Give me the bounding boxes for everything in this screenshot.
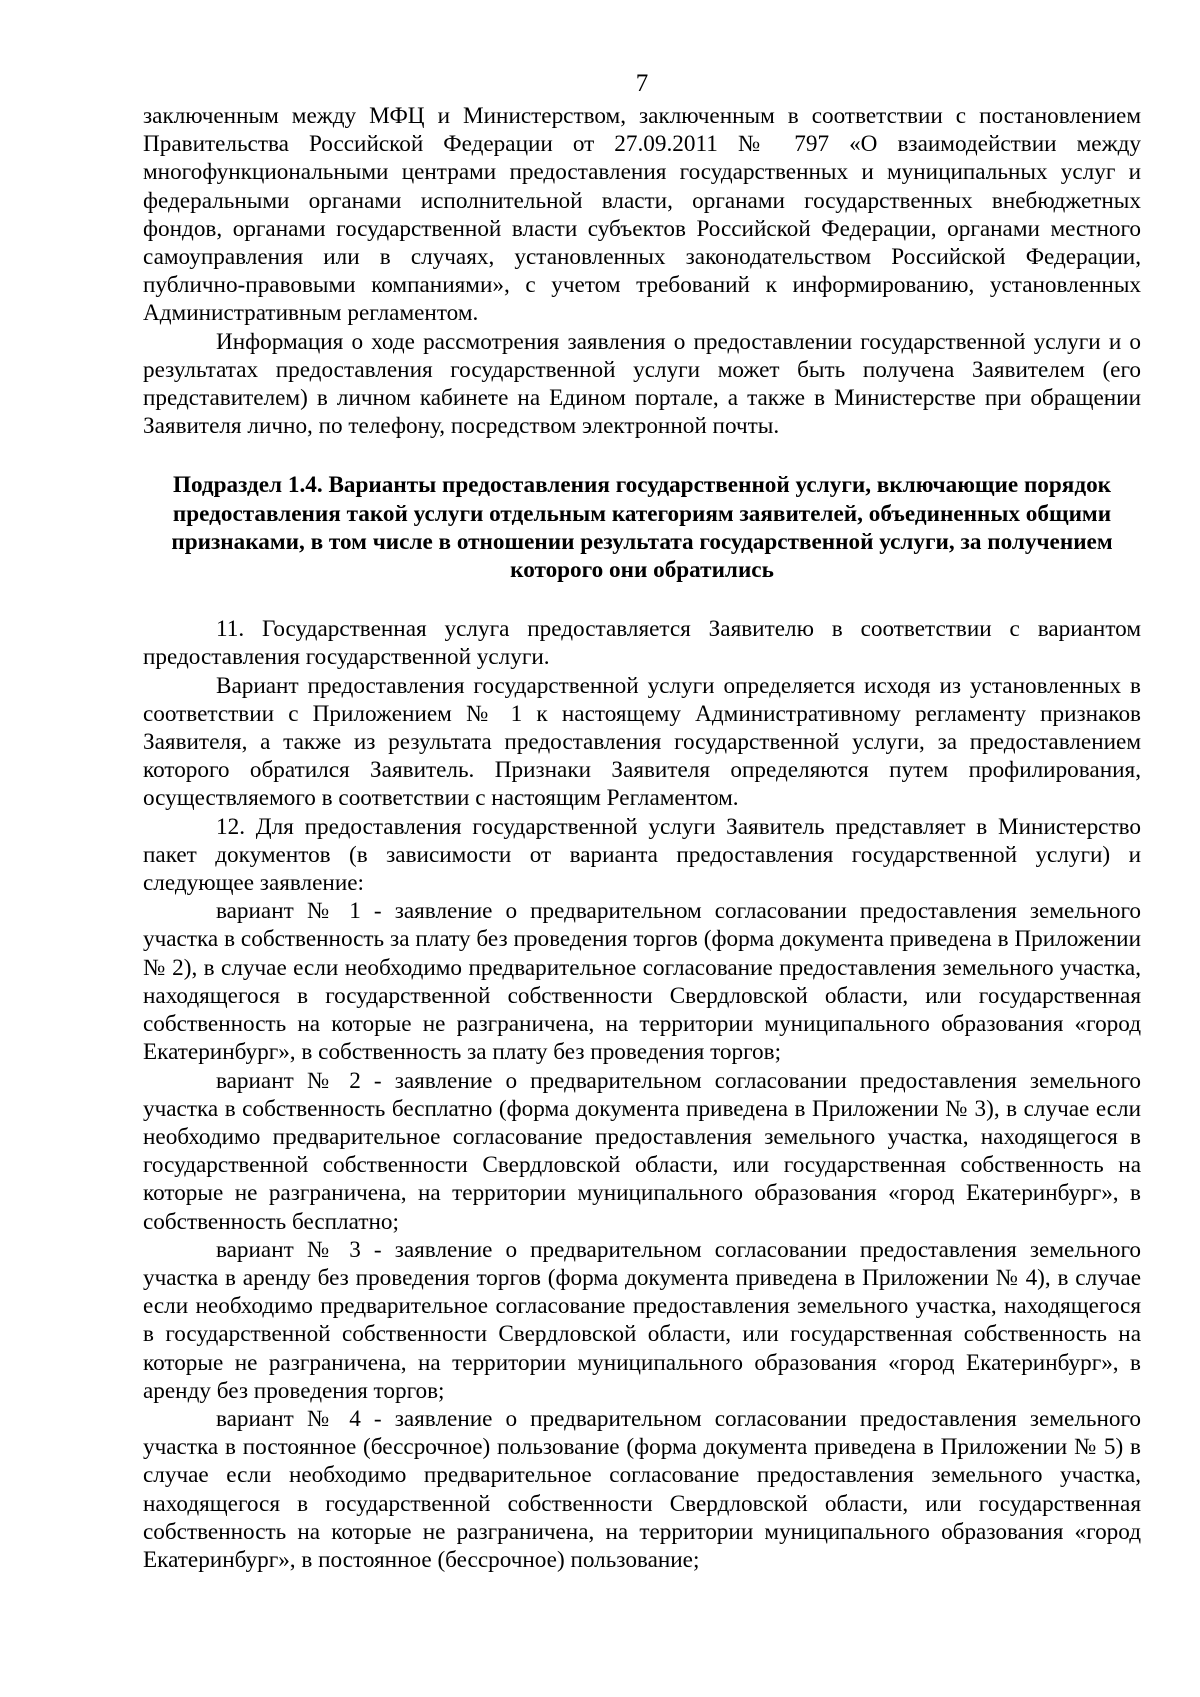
section-heading: Подраздел 1.4. Варианты предоставления государственной услуги, включающие порядок предоставления такой услуги отдельным категориям заявителей, объединенных общими признаками, в том числе в отношении результата государственной услуги, за получением которого они обратились: [171, 472, 1113, 584]
paragraph-variant-3: вариант № 3 - заявление о предварительном согласовании предоставления земельного участка в аренду без проведения торгов (форма документа приведена в Приложении № 4), в случае если необходимо предварительное согласование предоставления земельного участка, находящегося в государственной собственности Свердловской области, или государственная собственность на которые не разграничена, на территории муниципального образования «город Екатеринбург», в аренду без проведения торгов;: [143, 1236, 1141, 1404]
paragraph-item-12: 12. Для предоставления государственной услуги Заявитель представляет в Министерство пакет документов (в зависимости от варианта предоставления государственной услуги) и следующее заявление:: [143, 813, 1141, 897]
paragraph-variant-2: вариант № 2 - заявление о предварительном согласовании предоставления земельного участка в собственность бесплатно (форма документа приведена в Приложении № 3), в случае если необходимо предварительное согласование предоставления земельного участка, находящегося в государственной собственности Свердловской области, или государственная собственность на которые не разграничена, на территории муниципального образования «город Екатеринбург», в собственность бесплатно;: [143, 1067, 1141, 1235]
paragraph-item-11: 11. Государственная услуга предоставляется Заявителю в соответствии с вариантом предоставления государственной услуги.: [143, 616, 1141, 671]
paragraph-continuation: заключенным между МФЦ и Министерством, заключенным в соответствии с постановлением Правительства Российской Федерации от 27.09.2011 № 797 «О взаимодействии между многофункциональными центрами предоставления государственных и муниципальных услуг и федеральными органами исполнительной власти, органами государственных внебюджетных фондов, органами государственной власти субъектов Российской Федерации, органами местного самоуправления или в случаях, установленных законодательством Российской Федерации, публично-правовыми компаниями», с учетом требований к информированию, установленных Административным регламентом.: [143, 103, 1141, 327]
paragraph-information: Информация о ходе рассмотрения заявления о предоставлении государственной услуги и о результатах предоставления государственной услуги может быть получена Заявителем (его представителем) в личном кабинете на Едином портале, а также в Министерстве при обращении Заявителя лично, по телефону, посредством электронной почты.: [143, 328, 1141, 440]
paragraph-variant-1: вариант № 1 - заявление о предварительном согласовании предоставления земельного участка в собственность за плату без проведения торгов (форма документа приведена в Приложении № 2), в случае если необходимо предварительное согласование предоставления земельного участка, находящегося в государственной собственности Свердловской области, или государственная собственность на которые не разграничена, на территории муниципального образования «город Екатеринбург», в собственность за плату без проведения торгов;: [143, 898, 1141, 1066]
paragraph-variant-4: вариант № 4 - заявление о предварительном согласовании предоставления земельного участка в постоянное (бессрочное) пользование (форма документа приведена в Приложении № 5) в случае если необходимо предварительное согласование предоставления земельного участка, находящегося в государственной собственности Свердловской области, или государственная собственность на которые не разграничена, на территории муниципального образования «город Екатеринбург», в постоянное (бессрочное) пользование;: [143, 1405, 1141, 1573]
paragraph-variant-definition: Вариант предоставления государственной услуги определяется исходя из установленных в соответствии с Приложением № 1 к настоящему Административному регламенту признаков Заявителя, а также из результата предоставления государственной услуги, за предоставлением которого обратился Заявитель. Признаки Заявителя определяются путем профилирования, осуществляемого в соответствии с настоящим Регламентом.: [143, 672, 1141, 812]
page-number: 7: [635, 70, 649, 97]
document-page: [143, 68, 1141, 1574]
